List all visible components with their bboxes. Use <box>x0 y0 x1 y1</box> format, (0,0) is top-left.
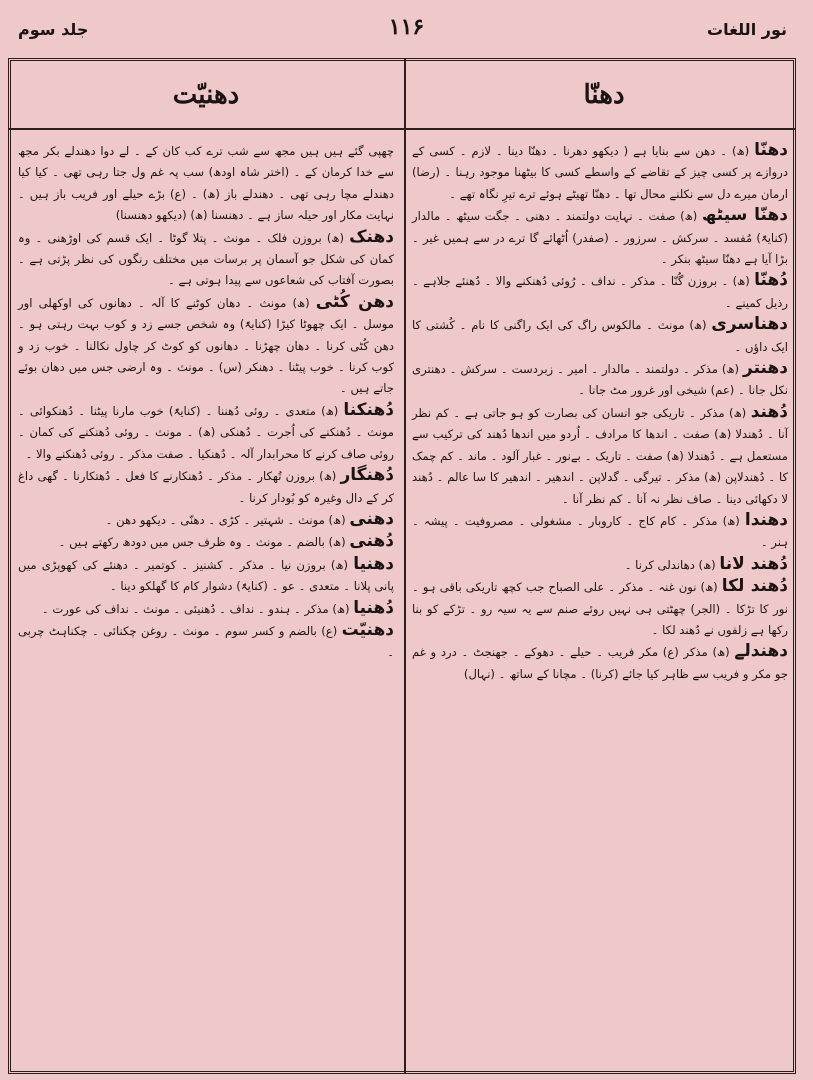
entry-definition: (ھ) مذکر ۔ ہندو ۔ نداف ۔ دُھنیئی ۔ مونث ۔ نداف کی عورت ۔ <box>41 601 350 616</box>
entry-headword: دھنّا <box>754 140 789 160</box>
dictionary-entry <box>18 509 394 531</box>
dictionary-entry <box>18 554 394 598</box>
dictionary-entry <box>412 358 788 402</box>
dictionary-entry <box>412 205 788 270</box>
page-number: ۱۱۶ <box>388 14 425 40</box>
dictionary-entry <box>18 227 394 292</box>
entry-definition: چھپی گئے ہیں ہیں مجھ سے شب ترے کب کان کے ۔ لے دوا دھندلے بکر مجھ سے خدا کرمان کے ۔ (اختر شاہ اودھ) سب پہ غم ول جتا رہی تھی ۔ کیا کیا دھندلے مچا رہی تھی ۔ دھندلے باز (ھ) ۔ (ع) بڑے حیلے اور فریب باز ہیں ۔ نہایت مکار اور حیلہ ساز ہے ۔ دھنسنا (ھ) (دیکھو دھنسنا) <box>18 144 394 223</box>
dictionary-entry <box>18 531 394 553</box>
entry-headword: دھنّا سیٹھ <box>701 205 788 226</box>
entry-headword: دھندلے <box>734 641 789 662</box>
column-divider <box>404 58 406 1074</box>
entry-definition: (ع) بالضم و کسر سوم ۔ مونث ۔ روغن چکنائی ۔ چکناہٹ چربی ۔ <box>18 623 394 660</box>
dictionary-entry <box>412 641 788 685</box>
entry-definition: (ھ) دھاندلی کرنا ۔ <box>624 557 716 572</box>
volume-label: جلد سوم <box>18 20 89 39</box>
entry-definition: (ھ) مونث ۔ مالکوس راگ کی ایک راگنی کا نام ۔ کُشتی کا ایک داؤں ۔ <box>412 318 788 354</box>
dictionary-entry <box>412 270 788 314</box>
entry-definition: (ھ) صفت ۔ نہایت دولتمند ۔ دھنی ۔ جگت سیٹھ ۔ مالدار (کنایۃً) مُفسد ۔ سرکش ۔ سرزور ۔ (صفدر) اُٹھائے گا ترے در سے ہمیں غیر ۔ بڑا آیا ہے دھنّا سیٹھ بنکر ۔ <box>412 209 788 267</box>
entry-definition: (ھ) مونث ۔ دھان کوٹنے کا آلہ ۔ دھانوں کی اوکھلی اور موسل ۔ ایک چھوٹا کیڑا (کنایۃً) وہ شخص جسے زد و کوب بہت رہتی ہو ۔ دھن کُٹی کرنا ۔ دھان چھڑنا ۔ دھانوں کو کوٹ کر چاول نکالنا ۔ خوب زد و کوب کرنا ۔ خوب پیٹنا ۔ دھنکر (س) ۔ مونث ۔ وہ ارضی جس میں دھان بوئے جاتے ہیں ۔ <box>18 295 394 396</box>
entry-headword: دھنی <box>349 508 394 529</box>
dictionary-entry <box>412 402 788 510</box>
entry-definition: (ھ) مذکر ۔ دولتمند ۔ مالدار ۔ امیر ۔ زبردست ۔ سرکش ۔ دھنتری نکل جانا ۔ (عم) شیخی اور غرور مٹ جانا ۔ <box>412 362 788 398</box>
dictionary-entry <box>18 620 394 664</box>
entry-definition: (ھ) مونث ۔ شہتیر ۔ کڑی ۔ دھنّی ۔ دیکھو دھن ۔ <box>105 512 346 527</box>
entry-headword: دھنک <box>349 226 394 247</box>
dictionary-entry <box>18 465 394 509</box>
entry-headword: دھناسری <box>711 314 788 335</box>
entry-definition: (ھ) بروزن فلک ۔ مونث ۔ پتلا گوٹا ۔ ایک قسم کی اوڑھنی ۔ وہ کمان کی شکل جو آسمان پر برسات میں مختلف رنگوں کی نظر پڑتی ہے ۔ بصورت آفتاب کی شعاعوں سے پیدا ہوتی ہے ۔ <box>18 230 394 288</box>
dictionary-entry <box>412 554 788 576</box>
right-column-title: دھنّا <box>583 80 625 110</box>
page-header <box>0 0 813 58</box>
entry-definition: (ھ) نون غنہ ۔ مذکر ۔ علی الصباح جب کچھ تاریکی باقی ہو ۔ نور کا تڑکا ۔ (الجر) چھٹتی ہی نہیں روئے صنم سے یہ سیہ رو ۔ تڑکے کو بنا رکھا ہے زلفوں نے دُھند لکا ۔ <box>412 580 788 637</box>
dictionary-entry <box>18 140 394 227</box>
entry-headword: دھنیا <box>353 553 394 574</box>
dictionary-entry <box>18 598 394 620</box>
entry-definition: (ھ) بروزن نیا ۔ مذکر ۔ کشنیز ۔ کوتمیر ۔ دھنئے کی کھوپڑی میں پانی پلانا ۔ متعدی ۔ عو ۔ (کنایۃً) دشوار کام کا گھلکو دینا ۔ <box>18 557 394 594</box>
dictionary-entry <box>18 292 394 400</box>
entry-headword: دُھنکنا <box>343 399 395 420</box>
entry-definition: (ھ) بالضم ۔ مونث ۔ وہ ظرف جس میں دودھ رکھتے ہیں ۔ <box>58 535 346 550</box>
dictionary-entry <box>412 140 788 205</box>
dictionary-entry <box>412 576 788 641</box>
entry-headword: دھن کُٹی <box>315 291 394 312</box>
entry-headword: دُھنگار <box>340 465 394 486</box>
entry-definition: (ھ) بروزن تُھکار ۔ مذکر ۔ دُھنکارنے کا فعل ۔ دُھتکارنا ۔ گھی داغ کر کے دال وغیرہ کو بُودار کرنا ۔ <box>18 469 394 505</box>
entry-headword: دُھند لکا <box>721 576 789 597</box>
entry-headword: دُھند <box>750 401 789 422</box>
entry-definition: (ھ) مذکر ۔ تاریکی جو انسان کی بصارت کو ہو جاتی ہے ۔ کم نظر آنا ۔ دُھندلا (ھ) صفت ۔ اندھا کا مرادف ۔ اُردو میں اندھا دُھند کی ترکیب سے مستعمل ہے ۔ دُھندلا (ھ) صفت ۔ تاریک ۔ بےنور ۔ غبار آلود ۔ ماند ۔ کم چمک کا ۔ دُھندلاپن (ھ) مذکر ۔ تیرگی ۔ گدلاپن ۔ اندھیر ۔ اندھیر کا سا عالم ۔ دُھند لا دکھائی دینا ۔ صاف نظر نہ آنا ۔ کم نظر آنا ۔ <box>412 405 788 506</box>
entry-definition: (ھ) مذکر ۔ کام کاج ۔ کاروبار ۔ مشغولی ۔ مصروفیت ۔ پیشہ ۔ ہنر ۔ <box>412 513 788 550</box>
left-column <box>14 140 398 1068</box>
entry-definition: (ھ) ۔ بروزن گُنّا ۔ مذکر ۔ نداف ۔ رُوئی دُھنکنے والا ۔ دُھنئے جلاہے ۔ رذیل کمینے ۔ <box>412 274 788 310</box>
entry-headword: دھنیّت <box>341 619 394 640</box>
dictionary-entry <box>18 400 394 465</box>
entry-definition: (ھ) مذکر (ع) مکر فریب ۔ حیلے ۔ دھوکے ۔ جھنجٹ ۔ درد و غم جو مکر و فریب سے ظاہر کیا جائے (کرنا) ۔ مچانا کے ساتھ ۔ (نہال) <box>412 645 788 681</box>
entry-headword: دھنتر <box>743 358 789 379</box>
dictionary-entry <box>412 314 788 358</box>
left-column-title: دھنیّت <box>172 80 240 110</box>
book-title: نور اللغات <box>707 20 787 39</box>
entry-headword: دُھنی <box>349 531 394 552</box>
entry-definition: (ھ) متعدی ۔ روئی دُھننا ۔ (کنایۃً) خوب مارنا پیٹنا ۔ دُھنکوائی ۔ مونث ۔ دُھنکنے کی اُجرت ۔ دُھنکی (ھ) ۔ مونث ۔ روئی دُھنکنے کی کمان ۔ روئی صاف کرنے کا محرابدار آلہ ۔ دُھنکیا ۔ صفت مذکر ۔ روئی دُھنکنے والا ۔ <box>18 403 394 461</box>
entry-headword: دُھنیا <box>353 597 394 618</box>
entry-headword: دھندا <box>744 509 788 530</box>
entry-definition: (ھ) ۔ دھن سے بنایا ہے ( دیکھو دھرنا ۔ دھنّا دینا ۔ لازم ۔ کسی کے دروازے پر کسی چیز کے تقاضے کے واسطے کسی کا بیٹھنا موجود رہنا ۔ (رضا) ارمان میرے دل سے نکلنے محال تھا ۔ دھنّا تھیٹے ہوئے ترے تیرِ نگاہ تھے ۔ <box>412 144 788 201</box>
right-column <box>408 140 792 1068</box>
entry-headword: دُھنّا <box>754 270 789 291</box>
dictionary-entry <box>412 510 788 554</box>
entry-headword: دُھند لانا <box>719 553 788 574</box>
